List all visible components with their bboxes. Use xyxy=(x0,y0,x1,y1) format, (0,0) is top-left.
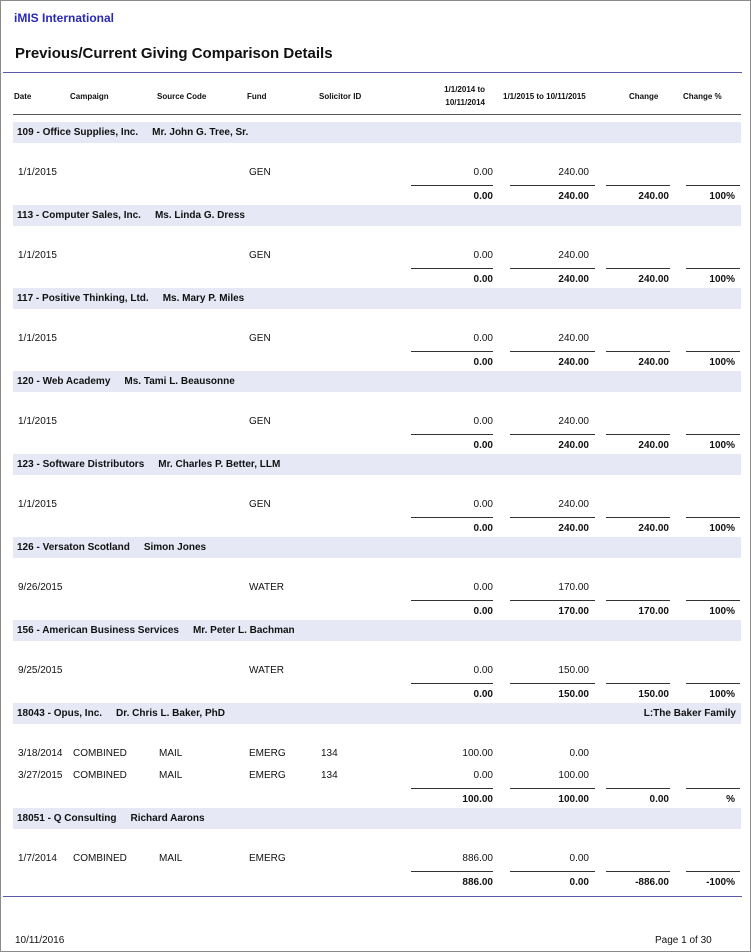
donor-header xyxy=(13,205,741,226)
total-curr-amount: 150.00 xyxy=(558,689,589,700)
row-curr-amount: 240.00 xyxy=(558,499,589,510)
total-change: 240.00 xyxy=(638,274,669,285)
total-change-pct: 100% xyxy=(709,689,735,700)
subtotal-rule xyxy=(686,185,740,186)
row-curr-amount: 240.00 xyxy=(558,250,589,261)
donor-name-line xyxy=(17,127,248,138)
total-change: 0.00 xyxy=(649,794,669,805)
col-header-solicitor-id: Solicitor ID xyxy=(319,92,362,101)
total-curr-amount: 240.00 xyxy=(558,357,589,368)
row-date: 1/1/2015 xyxy=(18,250,57,261)
row-source-code: MAIL xyxy=(159,770,183,781)
total-change-pct: 100% xyxy=(709,357,735,368)
total-prev-amount: 0.00 xyxy=(473,689,493,700)
donor-name-line xyxy=(17,376,235,387)
total-prev-amount: 100.00 xyxy=(462,794,493,805)
row-fund: EMERG xyxy=(249,748,286,759)
page-indicator: Page 1 of 30 xyxy=(655,935,712,946)
row-campaign: COMBINED xyxy=(73,748,127,759)
row-date: 3/18/2014 xyxy=(18,748,63,759)
row-prev-amount: 0.00 xyxy=(473,250,493,261)
col-header-campaign: Campaign xyxy=(70,92,109,101)
row-date: 1/1/2015 xyxy=(18,167,57,178)
donor-name: 113 - Computer Sales, Inc. xyxy=(17,210,141,221)
total-change: 240.00 xyxy=(638,191,669,202)
row-fund: GEN xyxy=(249,333,271,344)
row-prev-amount: 0.00 xyxy=(473,416,493,427)
subtotal-rule xyxy=(411,351,493,352)
total-prev-amount: 0.00 xyxy=(473,357,493,368)
subtotal-rule xyxy=(411,788,493,789)
row-date: 1/1/2015 xyxy=(18,416,57,427)
subtotal-rule xyxy=(606,268,670,269)
row-campaign: COMBINED xyxy=(73,770,127,781)
subtotal-rule xyxy=(411,683,493,684)
row-fund: WATER xyxy=(249,665,284,676)
row-prev-amount: 100.00 xyxy=(462,748,493,759)
contact-name: Mr. Peter L. Bachman xyxy=(192,625,295,636)
total-prev-amount: 0.00 xyxy=(473,440,493,451)
subtotal-rule xyxy=(606,434,670,435)
row-curr-amount: 170.00 xyxy=(558,582,589,593)
total-curr-amount: 240.00 xyxy=(558,440,589,451)
donor-name-line xyxy=(17,542,206,553)
donor-name: 109 - Office Supplies, Inc. xyxy=(17,127,139,138)
row-date: 1/1/2015 xyxy=(18,499,57,510)
subtotal-rule xyxy=(510,434,595,435)
row-date: 9/26/2015 xyxy=(18,582,63,593)
subtotal-rule xyxy=(606,683,670,684)
donor-name-line xyxy=(17,459,280,470)
subtotal-rule xyxy=(606,517,670,518)
subtotal-rule xyxy=(411,434,493,435)
subtotal-rule xyxy=(510,683,595,684)
donor-header xyxy=(13,122,741,143)
donor-name: 156 - American Business Services xyxy=(17,625,179,636)
subtotal-rule xyxy=(411,517,493,518)
footer-divider xyxy=(3,896,742,897)
total-change-pct: 100% xyxy=(709,440,735,451)
donor-name: 18043 - Opus, Inc. xyxy=(17,708,103,719)
row-solicitor-id: 134 xyxy=(321,770,338,781)
row-curr-amount: 240.00 xyxy=(558,416,589,427)
donor-name-line xyxy=(17,708,225,719)
row-fund: EMERG xyxy=(249,853,286,864)
total-prev-amount: 886.00 xyxy=(462,877,493,888)
row-prev-amount: 0.00 xyxy=(473,665,493,676)
donor-name-line xyxy=(17,293,244,304)
subtotal-rule xyxy=(510,600,595,601)
total-curr-amount: 240.00 xyxy=(558,274,589,285)
total-curr-amount: 240.00 xyxy=(558,191,589,202)
row-curr-amount: 240.00 xyxy=(558,167,589,178)
subtotal-rule xyxy=(606,788,670,789)
contact-name: Simon Jones xyxy=(143,542,207,553)
row-solicitor-id: 134 xyxy=(321,748,338,759)
row-fund: GEN xyxy=(249,499,271,510)
donor-groups xyxy=(1,1,750,901)
subtotal-rule xyxy=(510,517,595,518)
row-source-code: MAIL xyxy=(159,748,183,759)
total-curr-amount: 240.00 xyxy=(558,523,589,534)
contact-name: Richard Aarons xyxy=(130,813,205,824)
subtotal-rule xyxy=(510,871,595,872)
report-title: Previous/Current Giving Comparison Details xyxy=(15,45,333,62)
subtotal-rule xyxy=(606,600,670,601)
donor-header xyxy=(13,620,741,641)
total-change: 240.00 xyxy=(638,440,669,451)
total-change: 150.00 xyxy=(638,689,669,700)
row-fund: WATER xyxy=(249,582,284,593)
total-change: 170.00 xyxy=(638,606,669,617)
donor-name: 117 - Positive Thinking, Ltd. xyxy=(17,293,149,304)
subtotal-rule xyxy=(686,268,740,269)
total-curr-amount: 100.00 xyxy=(558,794,589,805)
row-fund: GEN xyxy=(249,250,271,261)
row-fund: GEN xyxy=(249,167,271,178)
row-prev-amount: 0.00 xyxy=(473,499,493,510)
col-header-change: Change xyxy=(629,92,659,101)
subtotal-rule xyxy=(686,517,740,518)
prev-period-start: 1/1/2014 to xyxy=(444,85,485,94)
col-header-curr-period: 1/1/2015 to 10/11/2015 xyxy=(503,92,586,101)
row-prev-amount: 886.00 xyxy=(462,853,493,864)
org-name: iMIS International xyxy=(14,11,115,25)
donor-header xyxy=(13,808,741,829)
subtotal-rule xyxy=(686,871,740,872)
donor-header xyxy=(13,537,741,558)
total-change-pct: % xyxy=(726,794,735,805)
row-curr-amount: 240.00 xyxy=(558,333,589,344)
subtotal-rule xyxy=(510,268,595,269)
col-header-date: Date xyxy=(14,92,32,101)
col-header-fund: Fund xyxy=(247,92,267,101)
donor-name: 18051 - Q Consulting xyxy=(17,813,117,824)
subtotal-rule xyxy=(510,351,595,352)
donor-name-line xyxy=(17,210,245,221)
total-prev-amount: 0.00 xyxy=(473,274,493,285)
row-date: 1/7/2014 xyxy=(18,853,57,864)
row-date: 1/1/2015 xyxy=(18,333,57,344)
contact-name: Ms. Linda G. Dress xyxy=(154,210,245,221)
subtotal-rule xyxy=(510,185,595,186)
donor-header xyxy=(13,371,741,392)
row-curr-amount: 100.00 xyxy=(558,770,589,781)
total-change-pct: 100% xyxy=(709,191,735,202)
subtotal-rule xyxy=(686,683,740,684)
row-fund: EMERG xyxy=(249,770,286,781)
contact-name: Mr. John G. Tree, Sr. xyxy=(152,127,249,138)
total-change: 240.00 xyxy=(638,357,669,368)
subtotal-rule xyxy=(606,185,670,186)
row-curr-amount: 0.00 xyxy=(569,853,589,864)
col-header-source-code: Source Code xyxy=(157,92,207,101)
subtotal-rule xyxy=(411,871,493,872)
subtotal-rule xyxy=(686,788,740,789)
donor-header xyxy=(13,703,741,724)
contact-name: Mr. Charles P. Better, LLM xyxy=(158,459,281,470)
total-prev-amount: 0.00 xyxy=(473,191,493,202)
row-campaign: COMBINED xyxy=(73,853,127,864)
row-prev-amount: 0.00 xyxy=(473,167,493,178)
contact-name: Ms. Mary P. Miles xyxy=(162,293,245,304)
row-prev-amount: 0.00 xyxy=(473,770,493,781)
total-change-pct: 100% xyxy=(709,523,735,534)
total-prev-amount: 0.00 xyxy=(473,606,493,617)
subtotal-rule xyxy=(411,185,493,186)
prev-period-end: 10/11/2014 xyxy=(445,98,485,107)
total-change: 240.00 xyxy=(638,523,669,534)
subtotal-rule xyxy=(411,268,493,269)
row-date: 9/25/2015 xyxy=(18,665,63,676)
contact-name: Ms. Tami L. Beausonne xyxy=(124,376,235,387)
col-header-change-pct: Change % xyxy=(683,92,722,101)
row-curr-amount: 150.00 xyxy=(558,665,589,676)
total-prev-amount: 0.00 xyxy=(473,523,493,534)
subtotal-rule xyxy=(510,788,595,789)
subtotal-rule xyxy=(686,351,740,352)
total-change-pct: -100% xyxy=(706,877,735,888)
row-prev-amount: 0.00 xyxy=(473,582,493,593)
subtotal-rule xyxy=(686,600,740,601)
total-curr-amount: 0.00 xyxy=(569,877,589,888)
row-curr-amount: 0.00 xyxy=(569,748,589,759)
total-change-pct: 100% xyxy=(709,606,735,617)
donor-name: 123 - Software Distributors xyxy=(17,459,145,470)
row-prev-amount: 0.00 xyxy=(473,333,493,344)
donor-name-line xyxy=(17,625,295,636)
subtotal-rule xyxy=(606,351,670,352)
row-date: 3/27/2015 xyxy=(18,770,63,781)
donor-name: 126 - Versaton Scotland xyxy=(17,542,130,553)
contact-name: Dr. Chris L. Baker, PhD xyxy=(116,708,225,719)
row-source-code: MAIL xyxy=(159,853,183,864)
row-fund: GEN xyxy=(249,416,271,427)
subtotal-rule xyxy=(411,600,493,601)
donor-header xyxy=(13,454,741,475)
total-curr-amount: 170.00 xyxy=(558,606,589,617)
subtotal-rule xyxy=(606,871,670,872)
subtotal-rule xyxy=(686,434,740,435)
donor-name: 120 - Web Academy xyxy=(17,376,111,387)
donor-extra-label: L:The Baker Family xyxy=(643,708,736,719)
footer-date: 10/11/2016 xyxy=(15,935,65,946)
total-change: -886.00 xyxy=(635,877,669,888)
donor-name-line xyxy=(17,813,205,824)
donor-header xyxy=(13,288,741,309)
total-change-pct: 100% xyxy=(709,274,735,285)
